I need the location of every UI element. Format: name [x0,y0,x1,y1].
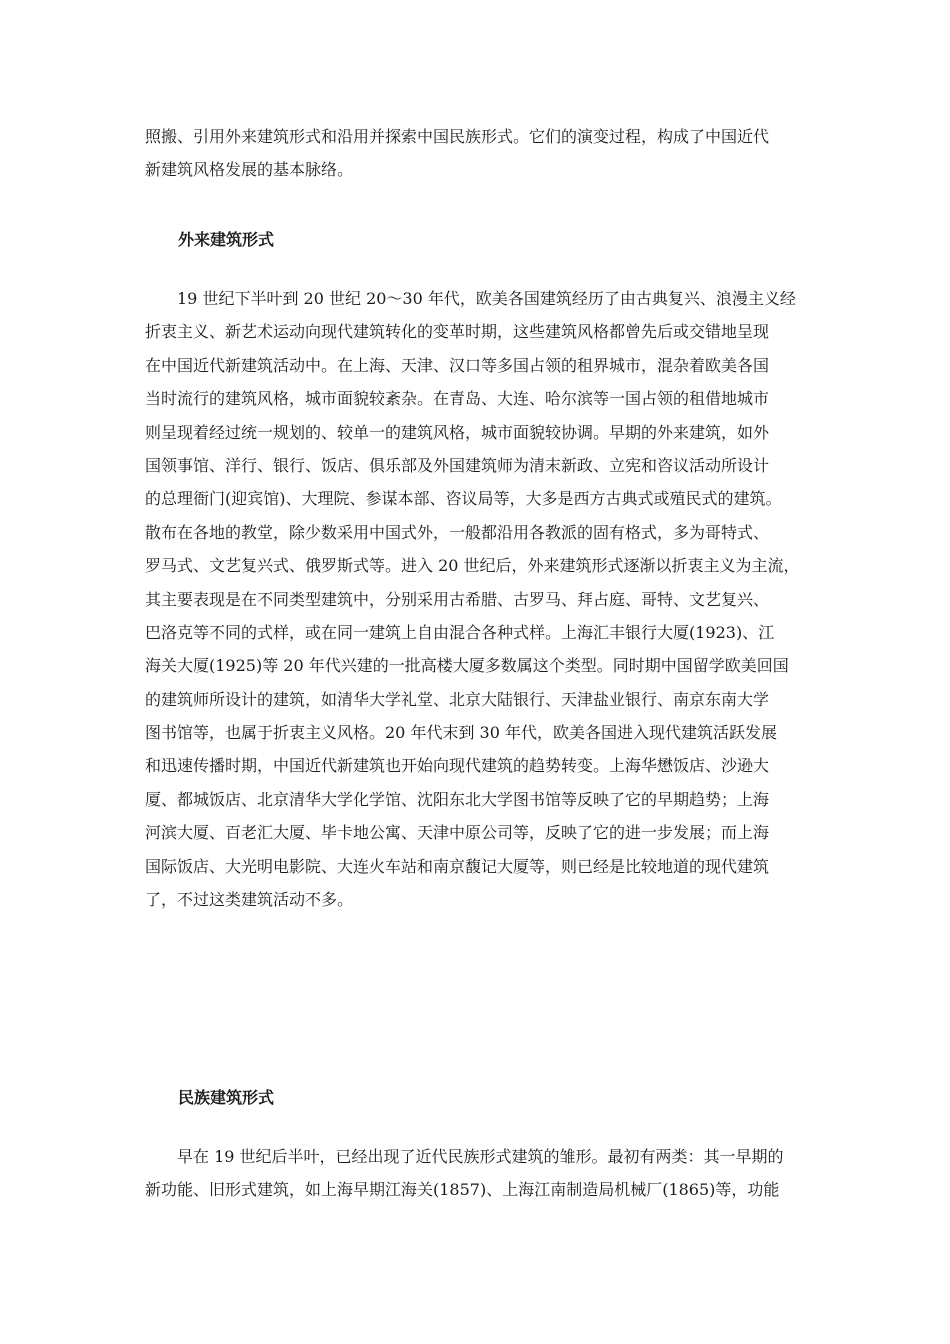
text-line: 国际饭店、大光明电影院、大连火车站和南京馥记大厦等，则已经是比较地道的现代建筑 [145,856,770,876]
text-line: 新功能、旧形式建筑，如上海早期江海关(1857)、上海江南制造局机械厂(1865)等，功能 [145,1180,780,1200]
text-line: 19 世纪下半叶到 20 世纪 20～30 年代，欧美各国建筑经历了由古典复兴、浪漫主义经 [145,289,796,308]
text-line: 的总理衙门(迎宾馆)、大理院、参谋本部、咨议局等，大多是西方古典式或殖民式的建筑。 [145,489,782,509]
text-line: 散布在各地的教堂，除少数采用中国式外，一般都沿用各教派的固有格式，多为哥特式、 [145,522,770,542]
text-line: 巴洛克等不同的式样，或在同一建筑上自由混合各种式样。上海汇丰银行大厦(1923)、江 [145,622,775,642]
text-line: 国领事馆、洋行、银行、饭店、俱乐部及外国建筑师为清末新政、立宪和咨议活动所设计 [145,455,770,475]
text-line: 和迅速传播时期，中国近代新建筑也开始向现代建筑的趋势转变。上海华懋饭店、沙逊大 [145,756,770,776]
intro-paragraph [145,120,810,187]
text-line: 图书馆等，也属于折衷主义风格。20 年代末到 30 年代，欧美各国进入现代建筑活跃发展 [145,723,777,743]
text-line: 海关大厦(1925)等 20 年代兴建的一批高楼大厦多数属这个类型。同时期中国留学欧美回国 [145,656,789,676]
text-line: 罗马式、文艺复兴式、俄罗斯式等。进入 20 世纪后，外来建筑形式逐渐以折衷主义为主流， [145,556,800,576]
foreign-forms-paragraph [145,282,810,916]
section-heading-national: 民族建筑形式 [178,1088,275,1107]
text-line: 厦、都城饭店、北京清华大学化学馆、沈阳东北大学图书馆等反映了它的早期趋势；上海 [145,789,770,809]
text-line: 照搬、引用外来建筑形式和沿用并探索中国民族形式。它们的演变过程，构成了中国近代 [145,127,770,146]
text-line: 当时流行的建筑风格，城市面貌较紊杂。在青岛、大连、哈尔滨等一国占领的租借地城市 [145,389,770,409]
text-line: 早在 19 世纪后半叶，已经出现了近代民族形式建筑的雏形。最初有两类：其一早期的 [145,1147,784,1166]
text-line: 的建筑师所设计的建筑，如清华大学礼堂、北京大陆银行、天津盐业银行、南京东南大学 [145,689,770,709]
text-line: 其主要表现是在不同类型建筑中，分别采用古希腊、古罗马、拜占庭、哥特、文艺复兴、 [145,589,770,609]
text-line: 河滨大厦、百老汇大厦、毕卡地公寓、天津中原公司等，反映了它的进一步发展；而上海 [145,823,770,843]
section-heading-foreign: 外来建筑形式 [178,230,275,249]
text-line: 了，不过这类建筑活动不多。 [145,890,354,910]
text-line: 则呈现着经过统一规划的、较单一的建筑风格，城市面貌较协调。早期的外来建筑，如外 [145,422,770,442]
text-line: 在中国近代新建筑活动中。在上海、天津、汉口等多国占领的租界城市，混杂着欧美各国 [145,355,770,375]
text-line: 折衷主义、新艺术运动向现代建筑转化的变革时期，这些建筑风格都曾先后或交错地呈现 [145,322,770,342]
national-forms-paragraph [145,1140,810,1207]
text-line: 新建筑风格发展的基本脉络。 [145,160,354,180]
